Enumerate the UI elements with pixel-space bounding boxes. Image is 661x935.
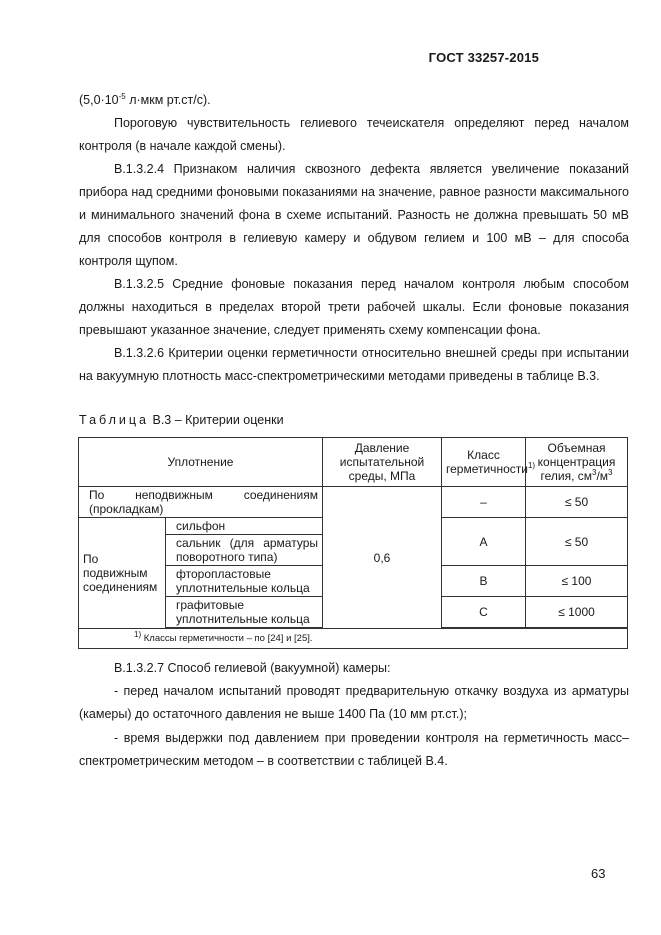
paragraph-continuation [79, 89, 629, 112]
table-footnote [79, 629, 628, 649]
paragraph-holding-time: - время выдержки под давлением при проведении контроля на герметичность масс–спектрометрическим методом – в соответствии с таблицей В.4. [79, 731, 629, 768]
document-code: ГОСТ 33257-2015 [428, 50, 539, 65]
page-number: 63 [591, 866, 606, 881]
paragraph-b13225: В.1.3.2.5 Средние фоновые показания перед началом контроля любым способом должны находиться в пределах второй трети рабочей шкалы. Если фоновые показания превышают указанное значение, следует применять схему компенсации фона. [79, 277, 629, 337]
exponent: -5 [118, 91, 126, 101]
cell-conc-4: ≤ 1000 [526, 597, 628, 628]
table-caption-title: В.3 – Критерии оценки [149, 413, 284, 427]
header-pressure: Давление испытательной среды, МПа [323, 438, 442, 487]
table-footnote-row [79, 629, 628, 649]
footnote-text: Классы герметичности – по [24] и [25]. [141, 632, 313, 644]
paragraph-threshold-sensitivity: Пороговую чувствительность гелиевого течеискателя определяют перед началом контроля (в начале каждой смены). [79, 116, 629, 153]
unit-text: л·мкм рт.ст/с). [125, 93, 211, 107]
cell-gland: сальник (для арматуры поворотного типа) [166, 535, 323, 566]
header-concentration [526, 438, 628, 487]
cell-conc-1: ≤ 50 [526, 487, 628, 518]
cell-class-4: С [442, 597, 526, 628]
cell-bellows: сильфон [166, 518, 323, 535]
cell-graphite-rings: графитовые уплотнительные кольца [166, 597, 323, 628]
header-class [442, 438, 536, 487]
footnote-mark: 1) [134, 629, 142, 639]
cell-class-3: В [442, 566, 526, 597]
paragraph-b13226: В.1.3.2.6 Критерии оценки герметичности относительно внешней среды при испытании на вакуумную плотность масс-спектрометрическими методами приведены в таблице В.3. [79, 346, 629, 383]
sup-3: 3 [592, 468, 597, 477]
cell-moving-joints: По подвижным соединениям [79, 518, 166, 629]
paragraph-b13227: В.1.3.2.7 Способ гелиевой (вакуумной) камеры: [114, 661, 391, 675]
header-seal: Уплотнение [79, 438, 323, 487]
table-caption-word: Таблица [79, 413, 150, 427]
cell-fluoroplastic-rings: фторопластовые уплотнительные кольца [166, 566, 323, 597]
header-class-footnote-mark: 1) [527, 461, 536, 470]
header-class-text: Класс герметичности [446, 448, 528, 476]
table-row-fixed [79, 487, 628, 518]
cell-conc-2: ≤ 50 [526, 518, 628, 566]
cell-class-2: А [442, 518, 526, 566]
value-text: (5,0·10 [79, 93, 119, 107]
paragraph-evacuation: - перед началом испытаний проводят предварительную откачку воздуха из арматуры (камеры) до остаточного давления не выше 1400 Па (10 мм рт.ст.); [79, 684, 629, 721]
table-caption [79, 413, 284, 427]
header-conc-text: Объемная концентрация гелия, см [537, 441, 616, 483]
cell-pressure-value: 0,6 [323, 487, 442, 629]
criteria-table [78, 437, 628, 649]
cell-fixed-joints: По неподвижным соединениям (прокладкам) [79, 487, 323, 518]
header-conc-mid: /м [596, 469, 609, 483]
sup-3b: 3 [608, 468, 613, 477]
cell-class-1: – [442, 487, 526, 518]
table-header-row [79, 438, 628, 487]
paragraph-b13224: В.1.3.2.4 Признаком наличия сквозного дефекта является увеличение показаний прибора над средними фоновыми показаниями на значение, равное разности максимального и минимального значений фона в схеме испытаний. Разность не должна превышать 50 мВ для способов контроля в гелиевую камеру и обдувом гелием и 100 мВ – для способа контроля щупом. [79, 162, 629, 268]
cell-conc-3: ≤ 100 [526, 566, 628, 597]
